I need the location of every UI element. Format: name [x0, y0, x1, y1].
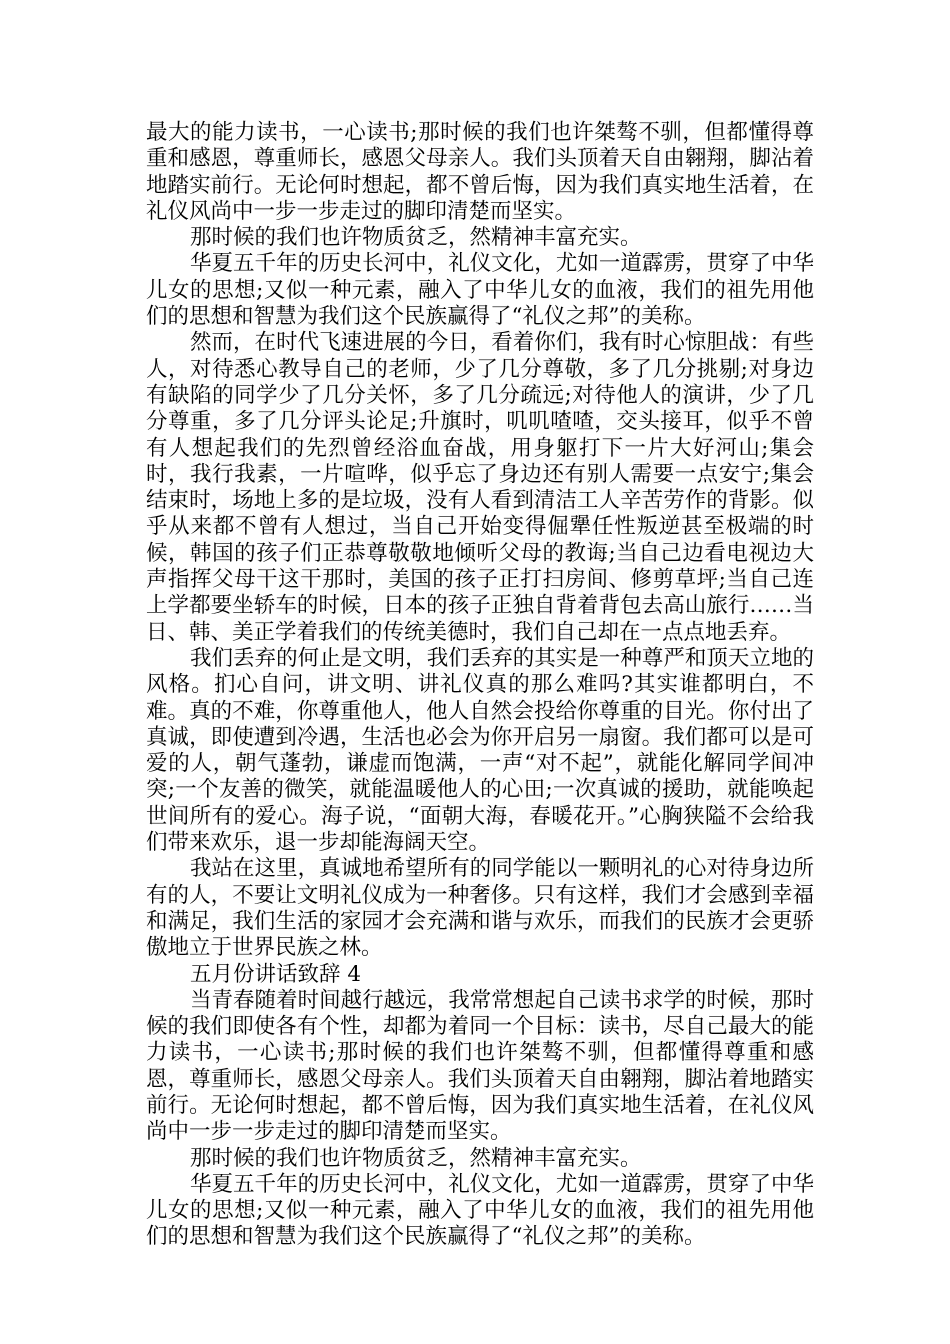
- paragraph-continuation: 最大的能力读书，一心读书;那时候的我们也许桀骜不驯，但都懂得尊重和感恩，尊重师长，感恩父母亲人。我们头顶着天自由翱翔，脚沾着地踏实前行。无论何时想起，都不曾后悔，因为我们真实地生活着，在礼仪风尚中一步一步走过的脚印清楚而坚实。: [146, 120, 814, 224]
- paragraph: 华夏五千年的历史长河中，礼仪文化，尤如一道霹雳，贯穿了中华儿女的思想;又似一种元素，融入了中华儿女的血液，我们的祖先用他们的思想和智慧为我们这个民族赢得了“礼仪之邦”的美称。: [146, 1171, 814, 1250]
- section-heading: 五月份讲话致辞 4: [190, 961, 362, 987]
- paragraph: 当青春随着时间越行越远，我常常想起自己读书求学的时候，那时候的我们即使各有个性，却都为着同一个目标：读书，尽自己最大的能力读书，一心读书;那时候的我们也许桀骜不驯，但都懂得尊重和感恩，尊重师长，感恩父母亲人。我们头顶着天自由翱翔，脚沾着地踏实前行。无论何时想起，都不曾后悔，因为我们真实地生活着，在礼仪风尚中一步一步走过的脚印清楚而坚实。: [146, 987, 814, 1145]
- paragraph: 然而，在时代飞速进展的今日，看着你们，我有时心惊胆战：有些人，对待悉心教导自己的老师，少了几分尊敬，多了几分挑剔;对身边有缺陷的同学少了几分关怀，多了几分疏远;对待他人的演讲，少了几分尊重，多了几分评头论足;升旗时，叽叽喳喳，交头接耳，似乎不曾有人想起我们的先烈曾经浴血奋战，用身躯打下一片大好河山;集会时，我行我素，一片喧哗，似乎忘了身边还有别人需要一点安宁;集会结束时，场地上多的是垃圾，没有人看到清洁工人辛苦劳作的背影。似乎从来都不曾有人想过，当自己开始变得倔犟任性叛逆甚至极端的时候，韩国的孩子们正恭尊敬敬地倾听父母的教诲;当自己边看电视边大声指挥父母干这干那时，美国的孩子正打扫房间、修剪草坪;当自己连上学都要坐轿车的时候，日本的孩子正独自背着背包去高山旅行……当日、韩、美正学着我们的传统美德时，我们自己却在一点点地丢弃。: [146, 330, 814, 645]
- paragraph: 那时候的我们也许物质贫乏，然精神丰富充实。: [190, 1145, 642, 1171]
- paragraph: 我们丢弃的何止是文明，我们丢弃的其实是一种尊严和顶天立地的风格。扪心自问，讲文明、讲礼仪真的那么难吗?其实谁都明白，不难。真的不难，你尊重他人，他人自然会投给你尊重的目光。你付出了真诚，即使遭到冷遇，生活也必会为你开启另一扇窗。我们都可以是可爱的人，朝气蓬勃，谦虚而饱满，一声“对不起”，就能化解同学间冲突;一个友善的微笑，就能温暖他人的心田;一次真诚的援助，就能唤起世间所有的爱心。海子说，“面朝大海，春暖花开。”心胸狭隘不会给我们带来欢乐，退一步却能海阔天空。: [146, 645, 814, 856]
- paragraph: 华夏五千年的历史长河中，礼仪文化，尤如一道霹雳，贯穿了中华儿女的思想;又似一种元素，融入了中华儿女的血液，我们的祖先用他们的思想和智慧为我们这个民族赢得了“礼仪之邦”的美称。: [146, 251, 814, 330]
- paragraph: 我站在这里，真诚地希望所有的同学能以一颗明礼的心对待身边所有的人，不要让文明礼仪成为一种奢侈。只有这样，我们才会感到幸福和满足，我们生活的家园才会充满和谐与欢乐，而我们的民族才会更骄傲地立于世界民族之林。: [146, 856, 814, 961]
- paragraph: 那时候的我们也许物质贫乏，然精神丰富充实。: [190, 225, 642, 251]
- document-page: [146, 120, 814, 1251]
